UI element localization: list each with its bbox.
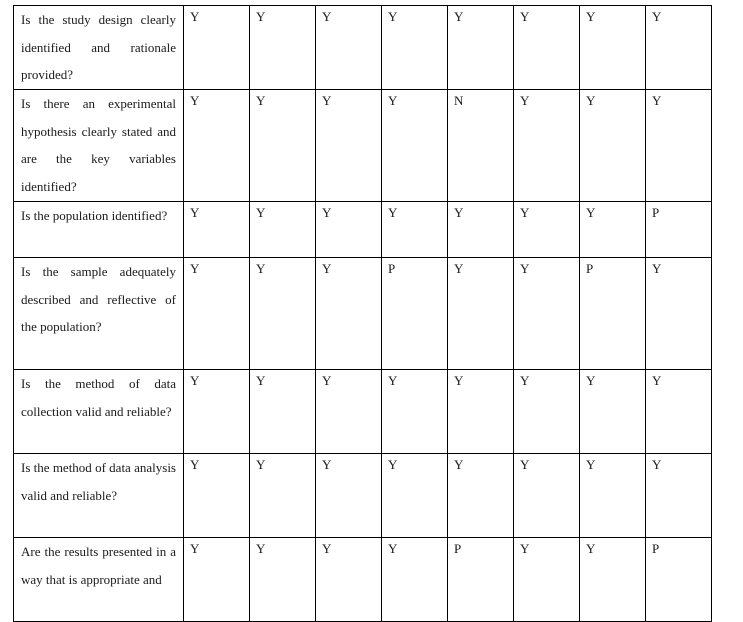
rating-cell: Y	[646, 90, 712, 202]
table-row	[14, 370, 712, 454]
rating-cell: Y	[250, 258, 316, 370]
rating-cell: Y	[514, 370, 580, 454]
table-row	[14, 202, 712, 258]
rating-cell: Y	[514, 538, 580, 622]
rating-cell: Y	[250, 6, 316, 90]
table-body	[14, 6, 712, 622]
rating-cell: Y	[184, 258, 250, 370]
rating-cell: Y	[580, 90, 646, 202]
rating-cell: Y	[382, 538, 448, 622]
table-row	[14, 454, 712, 538]
question-cell: Is the sample adequately described and reflective of the population?	[14, 258, 184, 370]
rating-cell: Y	[448, 6, 514, 90]
rating-cell: Y	[448, 370, 514, 454]
rating-cell: Y	[580, 538, 646, 622]
rating-cell: Y	[448, 454, 514, 538]
rating-cell: Y	[316, 538, 382, 622]
rating-cell: Y	[382, 6, 448, 90]
table-row	[14, 538, 712, 622]
quality-assessment-table	[13, 5, 712, 622]
rating-cell: P	[646, 202, 712, 258]
rating-cell: Y	[184, 6, 250, 90]
question-cell: Is the method of data collection valid and reliable?	[14, 370, 184, 454]
rating-cell: Y	[316, 454, 382, 538]
rating-cell: Y	[646, 454, 712, 538]
rating-cell: Y	[250, 202, 316, 258]
rating-cell: Y	[448, 202, 514, 258]
question-cell: Is the method of data analysis valid and reliable?	[14, 454, 184, 538]
rating-cell: Y	[514, 202, 580, 258]
rating-cell: Y	[184, 538, 250, 622]
rating-cell: Y	[316, 6, 382, 90]
rating-cell: Y	[382, 90, 448, 202]
rating-cell: P	[580, 258, 646, 370]
rating-cell: Y	[382, 454, 448, 538]
rating-cell: Y	[514, 6, 580, 90]
rating-cell: Y	[514, 90, 580, 202]
rating-cell: Y	[316, 258, 382, 370]
rating-cell: P	[382, 258, 448, 370]
rating-cell: P	[646, 538, 712, 622]
rating-cell: Y	[448, 258, 514, 370]
rating-cell: Y	[316, 90, 382, 202]
question-cell: Is the study design clearly identified and rationale provided?	[14, 6, 184, 90]
rating-cell: Y	[250, 90, 316, 202]
rating-cell: P	[448, 538, 514, 622]
table-row	[14, 258, 712, 370]
table-row	[14, 90, 712, 202]
rating-cell: Y	[184, 370, 250, 454]
rating-cell: Y	[580, 6, 646, 90]
rating-cell: Y	[316, 370, 382, 454]
rating-cell: Y	[514, 258, 580, 370]
rating-cell: Y	[382, 370, 448, 454]
rating-cell: Y	[184, 454, 250, 538]
rating-cell: Y	[250, 454, 316, 538]
rating-cell: Y	[580, 454, 646, 538]
question-cell: Is the population identified?	[14, 202, 184, 258]
rating-cell: Y	[646, 370, 712, 454]
rating-cell: Y	[316, 202, 382, 258]
question-cell: Is there an experimental hypothesis clearly stated and are the key variables identified?	[14, 90, 184, 202]
rating-cell: N	[448, 90, 514, 202]
rating-cell: Y	[646, 258, 712, 370]
rating-cell: Y	[580, 202, 646, 258]
rating-cell: Y	[580, 370, 646, 454]
page	[13, 5, 712, 622]
rating-cell: Y	[250, 370, 316, 454]
rating-cell: Y	[184, 202, 250, 258]
table-row	[14, 6, 712, 90]
rating-cell: Y	[250, 538, 316, 622]
rating-cell: Y	[382, 202, 448, 258]
rating-cell: Y	[184, 90, 250, 202]
question-cell: Are the results presented in a way that is appropriate and	[14, 538, 184, 622]
rating-cell: Y	[646, 6, 712, 90]
rating-cell: Y	[514, 454, 580, 538]
